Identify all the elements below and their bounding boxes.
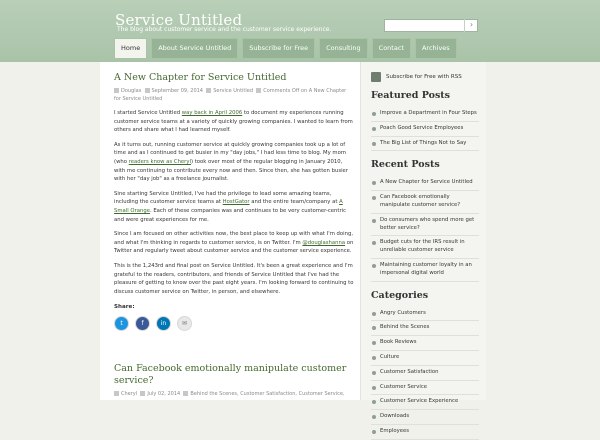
nav-about[interactable]: About Service Untitled xyxy=(151,38,238,58)
rss-label: Subscribe for Free with RSS xyxy=(386,74,462,80)
linkedin-icon: in xyxy=(160,320,167,328)
paragraph xyxy=(114,141,354,184)
link[interactable]: HostGator xyxy=(222,199,250,206)
list-item[interactable]: Budget cuts for the IRS result in unreliable customer service xyxy=(371,236,479,259)
paragraph xyxy=(114,230,354,256)
author-icon xyxy=(114,391,119,396)
list-item[interactable]: Poach Good Service Employees xyxy=(371,122,479,137)
post-author[interactable]: Cheryl xyxy=(121,391,138,397)
text: . Each of these companies was and continues to be very customer-centric and were great experiences for me. xyxy=(114,207,347,223)
calendar-icon xyxy=(145,88,150,93)
paragraph: This is the 1,243rd and final post on Service Untitled. It's been a great experience and I'm grateful to the readers, contributors, and friends of Service Untitled that I've had the pleasure of getting to know over the past eight years. I'm looking forward to continuing to discuss customer service on Twitter, in person, and elsewhere. xyxy=(114,262,354,295)
text: As it turns out, running customer service at quickly growing companies took up a lot of time and as I continued to get busier in my "day jobs," I had less time to blog. My mom (who xyxy=(114,141,346,165)
paragraph xyxy=(114,109,354,135)
calendar-icon xyxy=(140,391,145,396)
nav-consulting[interactable]: Consulting xyxy=(319,38,368,58)
list-item[interactable]: Can Facebook emotionally manipulate customer service? xyxy=(371,191,479,214)
share-buttons xyxy=(114,316,354,331)
text: to document my experiences running customer service teams at a variety of quickly growing companies. I wanted to learn from others and share what I had learned myself. xyxy=(114,110,353,134)
post-meta xyxy=(114,390,354,398)
post-author[interactable]: Douglas xyxy=(121,88,142,94)
list-item[interactable]: Angry Customers xyxy=(371,307,479,322)
list-item[interactable]: Customer Satisfaction xyxy=(371,366,479,381)
post-date: September 09, 2014 xyxy=(151,88,203,94)
post-title[interactable]: Can Facebook emotionally manipulate customer service? xyxy=(114,363,347,386)
list-item[interactable]: Book Reviews xyxy=(371,336,479,351)
nav-contact[interactable]: Contact xyxy=(372,38,411,58)
post-body xyxy=(114,109,354,296)
facebook-share-button[interactable] xyxy=(135,316,150,331)
rss-link[interactable] xyxy=(371,72,479,82)
comment-icon xyxy=(256,88,261,93)
post-category[interactable]: Service Untitled xyxy=(213,88,254,94)
list-item[interactable]: Employees xyxy=(371,425,479,440)
list-item[interactable]: Do consumers who spend more get better service? xyxy=(371,214,479,237)
categories-heading: Categories xyxy=(371,289,429,301)
paragraph xyxy=(114,190,354,224)
search-button[interactable] xyxy=(464,19,478,32)
search-icon: › xyxy=(469,20,474,29)
site-title[interactable]: Service Untitled xyxy=(115,11,243,29)
rss-icon xyxy=(371,72,381,82)
list-item[interactable]: Maintaining customer loyalty in an impersonal digital world xyxy=(371,259,479,282)
list-item[interactable]: Improve a Department in Four Steps xyxy=(371,107,479,122)
list-item[interactable]: Behind the Scenes xyxy=(371,321,479,336)
site-header xyxy=(0,0,600,62)
text: Since I am focused on other activities now, the best place to keep up with what I'm doing, and what I'm thinking in regards to customer service, is on Twitter. I'm xyxy=(114,231,354,246)
recent-posts-heading: Recent Posts xyxy=(371,159,440,171)
main-nav xyxy=(114,38,457,58)
nav-subscribe[interactable]: Subscribe for Free xyxy=(242,38,315,58)
list-item[interactable]: Customer Service Experience xyxy=(371,395,479,410)
link[interactable]: readers know as Cheryl xyxy=(128,158,191,165)
email-share-button[interactable] xyxy=(177,316,192,331)
folder-icon xyxy=(183,391,188,396)
featured-posts-list xyxy=(371,107,479,151)
linkedin-share-button[interactable] xyxy=(156,316,171,331)
facebook-icon: f xyxy=(141,320,144,328)
link[interactable]: A Small Orange xyxy=(114,199,343,214)
sidebar xyxy=(371,72,479,440)
link[interactable]: way back in April 2006 xyxy=(181,110,243,116)
post-2 xyxy=(114,363,354,398)
twitter-share-button[interactable] xyxy=(114,316,129,331)
email-icon: ✉ xyxy=(181,320,188,328)
recent-posts-list xyxy=(371,176,479,281)
text: Sine starting Service Untitled, I've had the privilege to lead some amazing teams, including the customer service teams at xyxy=(114,190,332,206)
post-comments: Comments Off on A New Chapter for Service Untitled xyxy=(114,88,347,102)
featured-posts-heading: Featured Posts xyxy=(371,90,451,101)
post-categories[interactable]: Behind the Scenes, Customer Satisfaction, Customer Service, xyxy=(190,391,345,397)
list-item[interactable]: Downloads xyxy=(371,410,479,425)
list-item[interactable]: Customer Service xyxy=(371,381,479,396)
post-1 xyxy=(114,72,354,331)
text: ) took over most of the regular blogging in January 2010, with me continuing to contribute every now and then. Since then, she has gotten busier with her "day job" as a freelance journalist. xyxy=(114,158,348,183)
site-tagline: The blog about customer service and the customer service experience. xyxy=(117,26,332,33)
text: on Twitter and regularly tweet about customer service and the customer service experience. xyxy=(114,239,354,255)
author-icon xyxy=(114,88,119,93)
post-meta xyxy=(114,87,354,103)
nav-home[interactable]: Home xyxy=(114,38,147,58)
share-label: Share: xyxy=(114,304,135,311)
post-title[interactable]: A New Chapter for Service Untitled xyxy=(114,72,287,83)
text: and the entire team/company at xyxy=(251,199,338,206)
nav-archives[interactable]: Archives xyxy=(415,38,457,58)
link[interactable]: @douglashanna xyxy=(302,239,346,246)
list-item[interactable]: Culture xyxy=(371,351,479,366)
categories-list xyxy=(371,307,479,440)
post-date: July 02, 2014 xyxy=(147,391,181,397)
folder-icon xyxy=(206,88,211,93)
text: I started Service Untitled xyxy=(114,110,181,116)
list-item[interactable]: The Big List of Things Not to Say xyxy=(371,137,479,152)
list-item[interactable]: A New Chapter for Service Untitled xyxy=(371,176,479,191)
twitter-icon: t xyxy=(120,320,123,328)
